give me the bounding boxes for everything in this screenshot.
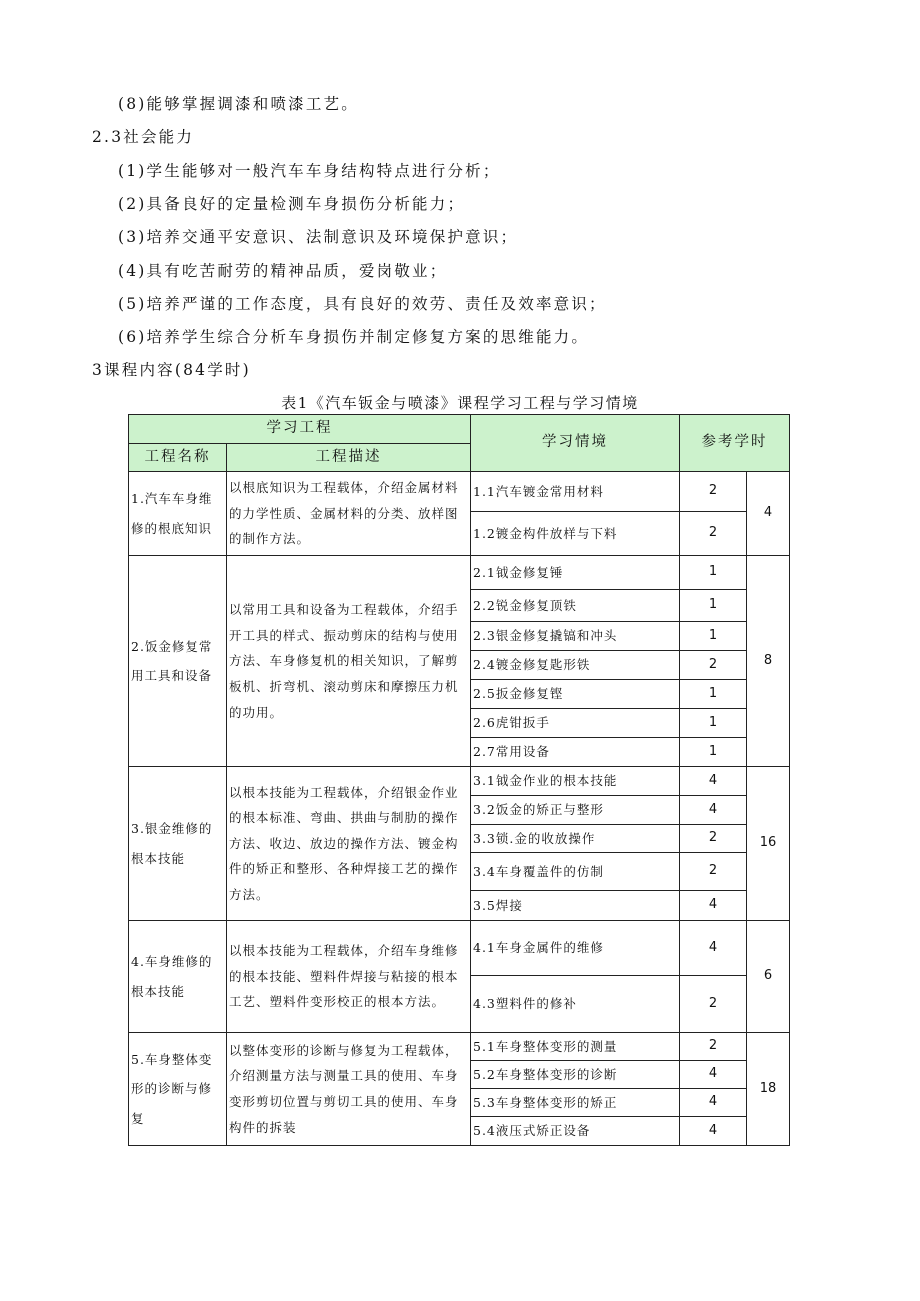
- project-name: 3.银金维修的根本技能: [129, 767, 227, 921]
- item-hours: 4: [680, 767, 747, 796]
- item-hours: 1: [680, 738, 747, 767]
- paragraph-3: (3)培养交通平安意识、法制意识及环境保护意识；: [118, 228, 519, 246]
- situation-item: 3.1钺金作业的根本技能: [471, 767, 680, 796]
- situation-item: 1.2镀金构件放样与下料: [471, 512, 680, 556]
- situation-item: 3.3锁.金的收放操作: [471, 825, 680, 853]
- project-desc: 以根本技能为工程载体，介绍银金作业的根本标准、弯曲、拱曲与制肋的操作方法、收边、放边的操作方法、镀金构件的矫正和整形、各种焊接工艺的操作方法。: [227, 767, 471, 921]
- situation-item: 2.3银金修复撬镐和冲头: [471, 622, 680, 651]
- project-name: 1.汽车车身维修的根底知识: [129, 472, 227, 556]
- item-hours: 1: [680, 590, 747, 622]
- section-heading-3: 3课程内容(84学时): [92, 361, 251, 379]
- project-name: 2.饭金修复常用工具和设备: [129, 556, 227, 767]
- project-total-hours: 16: [747, 767, 790, 921]
- situation-item: 5.4液压式矫正设备: [471, 1117, 680, 1146]
- project-total-hours: 6: [747, 921, 790, 1033]
- item-hours: 1: [680, 622, 747, 651]
- situation-item: 2.5扳金修复铿: [471, 680, 680, 709]
- item-hours: 2: [680, 1033, 747, 1061]
- item-hours: 2: [680, 976, 747, 1033]
- paragraph-2: (2)具备良好的定量检测车身损伤分析能力；: [118, 195, 466, 213]
- situation-item: 3.5焊接: [471, 891, 680, 921]
- item-hours: 2: [680, 512, 747, 556]
- project-total-hours: 8: [747, 556, 790, 767]
- situation-item: 2.2锐金修复顶铁: [471, 590, 680, 622]
- item-hours: 4: [680, 1089, 747, 1117]
- situation-item: 5.3车身整体变形的矫正: [471, 1089, 680, 1117]
- situation-item: 3.2饭金的矫正与整形: [471, 796, 680, 825]
- section-heading-2-3: 2.3社会能力: [92, 128, 195, 146]
- situation-item: 2.7常用设备: [471, 738, 680, 767]
- header-learning-situation: 学习情境: [471, 415, 680, 472]
- situation-item: 5.1车身整体变形的测量: [471, 1033, 680, 1061]
- item-hours: 4: [680, 921, 747, 976]
- paragraph-5: (5)培养严谨的工作态度，具有良好的效劳、责任及效率意识；: [118, 295, 607, 313]
- item-hours: 4: [680, 891, 747, 921]
- situation-item: 2.1钺金修复锤: [471, 556, 680, 590]
- situation-item: 3.4车身覆盖件的仿制: [471, 853, 680, 891]
- item-hours: 2: [680, 472, 747, 512]
- situation-item: 1.1汽车镀金常用材料: [471, 472, 680, 512]
- item-hours: 4: [680, 1061, 747, 1089]
- situation-item: 4.1车身金属件的维修: [471, 921, 680, 976]
- item-hours: 4: [680, 1117, 747, 1146]
- course-table: [128, 414, 790, 1146]
- item-hours: 2: [680, 853, 747, 891]
- project-name: 5.车身整体变形的诊断与修复: [129, 1033, 227, 1146]
- project-total-hours: 4: [747, 472, 790, 556]
- situation-item: 4.3塑料件的修补: [471, 976, 680, 1033]
- paragraph-4: (4)具有吃苦耐劳的精神品质，爱岗敬业；: [118, 262, 448, 280]
- header-project-name: 工程名称: [129, 443, 227, 472]
- item-hours: 2: [680, 825, 747, 853]
- project-name: 4.车身维修的根本技能: [129, 921, 227, 1033]
- project-desc: 以常用工具和设备为工程载体，介绍手开工具的样式、振动剪床的结构与使用方法、车身修复机的相关知识，了解剪板机、折弯机、滚动剪床和摩擦压力机的功用。: [227, 556, 471, 767]
- project-desc: 以根本技能为工程载体，介绍车身维修的根本技能、塑料件焊接与粘接的根本工艺、塑料件变形校正的根本方法。: [227, 921, 471, 1033]
- situation-item: 5.2车身整体变形的诊断: [471, 1061, 680, 1089]
- table-caption: 表1《汽车钣金与喷漆》课程学习工程与学习情境: [281, 394, 639, 412]
- header-project-desc: 工程描述: [227, 443, 471, 472]
- item-hours: 1: [680, 709, 747, 738]
- header-learning-project: 学习工程: [129, 415, 471, 444]
- situation-item: 2.6虎钳扳手: [471, 709, 680, 738]
- paragraph-6: (6)培养学生综合分析车身损伤并制定修复方案的思维能力。: [118, 328, 590, 346]
- project-desc: 以整体变形的诊断与修复为工程载体，介绍测量方法与测量工具的使用、车身变形剪切位置与剪切工具的使用、车身构件的拆装: [227, 1033, 471, 1146]
- item-hours: 4: [680, 796, 747, 825]
- header-reference-hours: 参考学时: [680, 415, 790, 472]
- item-hours: 2: [680, 651, 747, 680]
- paragraph-8: (8)能够掌握调漆和喷漆工艺。: [118, 95, 359, 113]
- paragraph-1: (1)学生能够对一般汽车车身结构特点进行分析；: [118, 162, 501, 180]
- item-hours: 1: [680, 680, 747, 709]
- item-hours: 1: [680, 556, 747, 590]
- project-total-hours: 18: [747, 1033, 790, 1146]
- situation-item: 2.4镀金修复匙形铁: [471, 651, 680, 680]
- project-desc: 以根底知识为工程载体，介绍金属材料的力学性质、金属材料的分类、放样图的制作方法。: [227, 472, 471, 556]
